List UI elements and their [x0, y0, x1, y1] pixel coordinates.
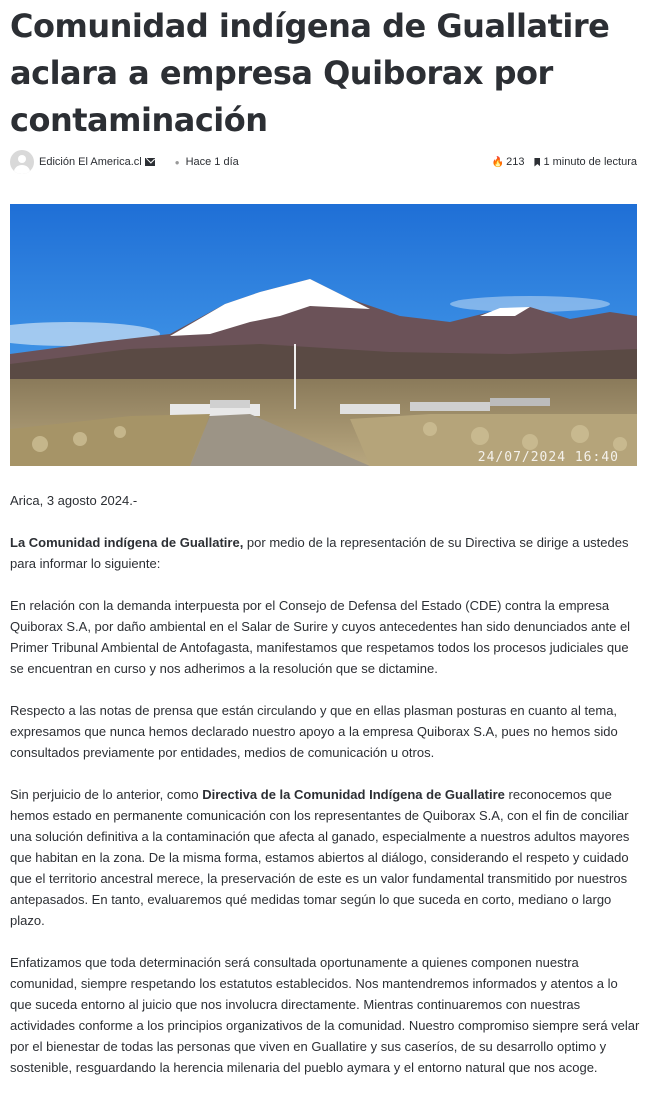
- article-image: [10, 204, 637, 466]
- paragraph-press: Respecto a las notas de prensa que están circulando y que en ellas plasman posturas en cuanto al tema, expresamos que nunca hemos declarado nuestro apoyo a la empresa Quiborax S.A, pues no hemos sido consultados previamente por entidades, medios de comunicación u otros.: [10, 703, 618, 760]
- publish-date: Hace 1 día: [185, 156, 239, 168]
- bookmark-icon: [534, 158, 540, 167]
- image-timestamp: 24/07/2024 16:40: [477, 450, 619, 465]
- reading-time: 1 minuto de lectura: [543, 156, 637, 168]
- separator-dot: ●: [174, 157, 180, 167]
- paragraph-dialogue: Sin perjuicio de lo anterior, como Directiva de la Comunidad Indígena de Guallatire reconocemos que hemos estado en permanente comunicación con los representantes de Quiborax S.A, con el fin de conciliar una solución definitiva a la contaminación que afecta al ganado, especialmente a nuestros adultos mayores que habitan en la zona. De la misma forma, estamos abiertos al diálogo, considerando el respeto y cuidado que el territorio ancestral merece, la preservación de este es un valor fundamental transmitido por nuestros antepasados. En tanto, evaluaremos qué medidas tomar según lo que suceda en corto, mediano o largo plazo.: [10, 787, 630, 928]
- author-avatar[interactable]: [10, 150, 34, 174]
- paragraph-lawsuit: En relación con la demanda interpuesta por el Consejo de Defensa del Estado (CDE) contra la empresa Quiborax S.A, por daño ambiental en el Salar de Surire y cuyos antecedentes han sido denunciados ante el Primer Tribunal Ambiental de Antofagasta, manifestamos que respetamos todos los procesos judiciales que se encuentran en curso y nos adherimos a la resolución que se dictamine.: [10, 598, 631, 676]
- fire-icon: 🔥: [491, 156, 505, 168]
- view-count: 213: [506, 156, 525, 168]
- landscape-photo: [10, 204, 637, 466]
- paragraph-commitment: Enfatizamos que toda determinación será consultada oportunamente a quienes componen nuestra comunidad, siempre respetando los estatutos establecidos. Nos mantendremos informados y atentos a lo que suceda entorno al juicio que nos involucra directamente. Mientras continuaremos con nuestras actividades conforme a los principios organizativos de la comunidad. Nuestro compromiso siempre será velar por el bienestar de todas las personas que viven en Guallatire y sus caseríos, de su desarrollo optimo y sostenible, resguardando la herencia milenaria del pueblo aymara y el entorno natural que nos acoge.: [10, 955, 640, 1075]
- envelope-icon[interactable]: [145, 158, 155, 166]
- article-body: [10, 490, 640, 1099]
- author-name[interactable]: Edición El America.cl: [39, 156, 142, 168]
- community-name: La Comunidad indígena de Guallatire,: [10, 535, 244, 550]
- dateline: Arica, 3 agosto 2024.-: [10, 493, 138, 508]
- article-meta: [10, 149, 637, 175]
- directiva-name: Directiva de la Comunidad Indígena de Guallatire: [202, 787, 505, 802]
- article-title: Comunidad indígena de Guallatire aclara a empresa Quiborax por contaminación: [10, 7, 610, 139]
- paragraph-intro: La Comunidad indígena de Guallatire, por medio de la representación de su Directiva se dirige a ustedes para informar lo siguiente:: [10, 535, 629, 571]
